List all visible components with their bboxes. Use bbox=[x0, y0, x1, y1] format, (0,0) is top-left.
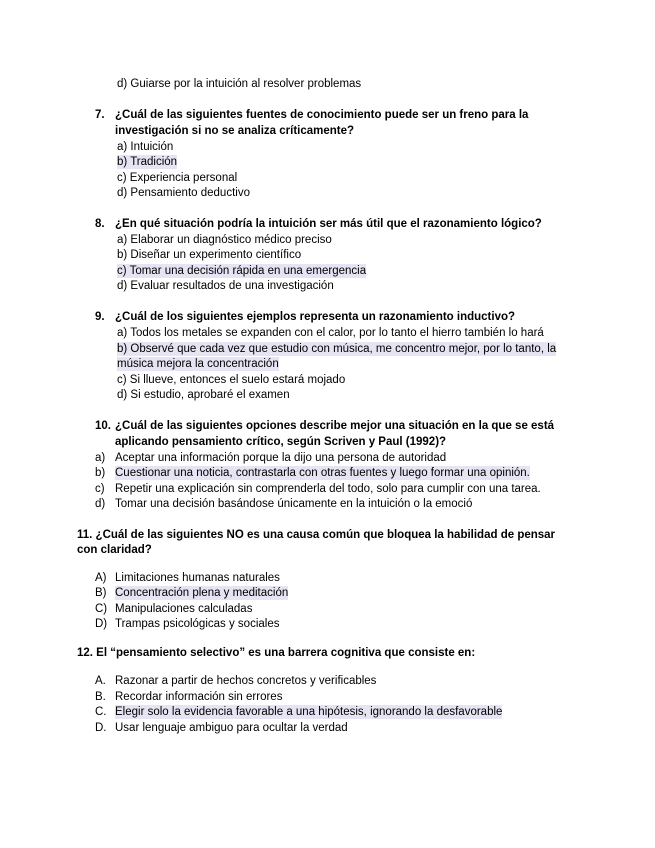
q10-option-a: Aceptar una información porque la dijo una persona de autoridad bbox=[115, 452, 447, 464]
q7-number: 7. bbox=[95, 109, 105, 121]
q8-option-b: b) Diseñar un experimento científico bbox=[117, 249, 302, 261]
q8-number: 8. bbox=[95, 218, 105, 230]
q10-letter-b: b) bbox=[95, 467, 106, 479]
q12-letter-d: D. bbox=[95, 722, 107, 734]
q11-letter-a: A) bbox=[95, 572, 107, 584]
q11-option-c: Manipulaciones calculadas bbox=[115, 603, 253, 615]
q10-question-line2: aplicando pensamiento crítico, según Scriven y Paul (1992)? bbox=[115, 436, 447, 448]
q11-letter-c: C) bbox=[95, 603, 108, 615]
q9-option-b-continued: música mejora la concentración bbox=[117, 358, 279, 370]
q12-option-d: Usar lenguaje ambiguo para ocultar la verdad bbox=[115, 722, 348, 734]
q12-option-b: Recordar información sin errores bbox=[115, 691, 283, 703]
q10-question-line1: ¿Cuál de las siguientes opciones describe mejor una situación en la que se está bbox=[115, 420, 555, 432]
q10-letter-c: c) bbox=[95, 483, 105, 495]
q7-option-a: a) Intuición bbox=[117, 141, 174, 153]
q11-option-b-selected: Concentración plena y meditación bbox=[115, 587, 289, 599]
q8-option-d: d) Evaluar resultados de una investigación bbox=[117, 280, 334, 292]
q12-letter-a: A. bbox=[95, 675, 106, 687]
q6-option-d: d) Guiarse por la intuición al resolver problemas bbox=[117, 78, 362, 90]
q11-question-line1: 11. ¿Cuál de las siguientes NO es una causa común que bloquea la habilidad de pensar bbox=[77, 529, 556, 541]
q8-option-a: a) Elaborar un diagnóstico médico preciso bbox=[117, 234, 332, 246]
q10-letter-d: d) bbox=[95, 498, 106, 510]
q7-question-line1: ¿Cuál de las siguientes fuentes de conocimiento puede ser un freno para la bbox=[115, 109, 529, 121]
q9-option-c: c) Si llueve, entonces el suelo estará mojado bbox=[117, 374, 346, 386]
q12-option-c-selected: Elegir solo la evidencia favorable a una hipótesis, ignorando la desfavorable bbox=[115, 706, 503, 718]
q10-option-c: Repetir una explicación sin comprenderla del todo, solo para cumplir con una tarea. bbox=[115, 483, 541, 495]
q11-option-a: Limitaciones humanas naturales bbox=[115, 572, 280, 584]
q11-letter-d: D) bbox=[95, 618, 108, 630]
q10-number: 10. bbox=[95, 420, 111, 432]
q11-question-line2: con claridad? bbox=[77, 544, 152, 556]
q12-letter-b: B. bbox=[95, 691, 106, 703]
q9-option-b-selected: b) Observé que cada vez que estudio con música, me concentro mejor, por lo tanto, la bbox=[117, 343, 557, 355]
q9-question-line1: ¿Cuál de los siguientes ejemplos representa un razonamiento inductivo? bbox=[115, 311, 516, 323]
q11-option-d: Trampas psicológicas y sociales bbox=[115, 618, 280, 630]
q10-option-b-selected: Cuestionar una noticia, contrastarla con otras fuentes y luego formar una opinión. bbox=[115, 467, 530, 479]
q10-letter-a: a) bbox=[95, 452, 106, 464]
q11-letter-b: B) bbox=[95, 587, 107, 599]
q8-option-c-selected: c) Tomar una decisión rápida en una emergencia bbox=[117, 265, 367, 277]
q12-option-a: Razonar a partir de hechos concretos y verificables bbox=[115, 675, 377, 687]
q12-question-line1: 12. El “pensamiento selectivo” es una barrera cognitiva que consiste en: bbox=[77, 647, 476, 659]
q9-number: 9. bbox=[95, 311, 105, 323]
q7-question-line2: investigación si no se analiza críticamente? bbox=[115, 125, 355, 137]
q8-question-line1: ¿En qué situación podría la intuición ser más útil que el razonamiento lógico? bbox=[115, 218, 542, 230]
q9-option-a: a) Todos los metales se expanden con el calor, por lo tanto el hierro también lo hará bbox=[117, 327, 544, 339]
q9-option-d: d) Si estudio, aprobaré el examen bbox=[117, 389, 290, 401]
q7-option-d: d) Pensamiento deductivo bbox=[117, 187, 250, 199]
q7-option-c: c) Experiencia personal bbox=[117, 172, 238, 184]
q7-option-b-selected: b) Tradición bbox=[117, 156, 178, 168]
q12-letter-c: C. bbox=[95, 706, 107, 718]
q10-option-d: Tomar una decisión basándose únicamente en la intuición o la emoció bbox=[115, 498, 473, 510]
